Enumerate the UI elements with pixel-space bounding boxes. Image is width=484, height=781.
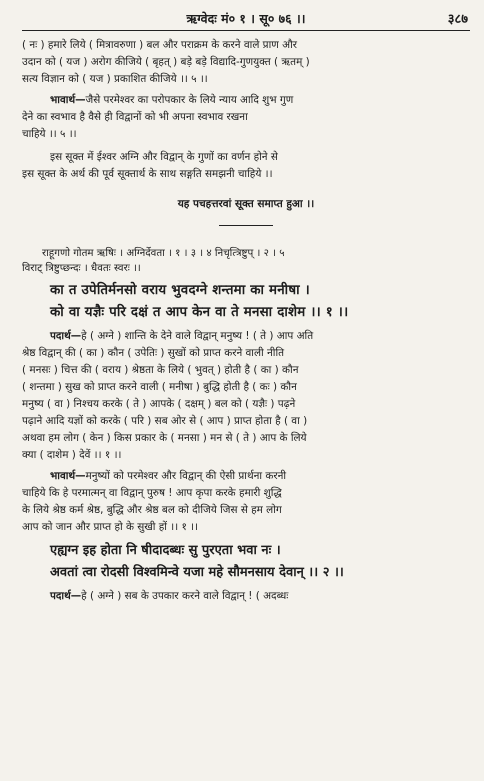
text-line: पढ़ाने आदि यज्ञों को करके ( परि ) सब ओर से ( आप ) प्राप्त होता है ( वा ) [22,415,308,427]
text-line [22,328,470,345]
text-line: इस सूक्त में ईश्वर अग्नि और विद्वान् के गुणों का वर्णन होने से [50,151,278,163]
mantra-2 [22,540,470,584]
text-line: इस सूक्त के अर्थ की पूर्व सूक्तार्थ के साथ सङ्गति समझनी चाहिये ।। [22,168,273,180]
mantra-line: को वा यज्ञैः परि दक्षं त आप केन वा ते मनसा दाशेम ।। १ ।। [50,305,349,320]
text-line: क्या ( दाशेम ) देवें ।। १ ।। [22,449,122,461]
text-line: ( नः ) हमारे लिये ( मित्रावरुणा ) बल और पराक्रम के करने वाले प्राण और [22,39,297,51]
text-line: चाहिये कि हे परमात्मन् वा विद्वान् पुरुष ! आप कृपा करके हमारी शुद्धि [22,487,282,499]
sukta-metadata [22,246,470,276]
intro-paragraph [22,37,470,88]
meta-line: विराट् त्रिष्टुप्छन्दः । धैवतः स्वरः ।। [22,263,141,274]
text-line: सत्य विज्ञान को ( यज ) प्रकाशित कीजिये ।। ५ ।। [22,73,208,85]
text-line: श्रेष्ठ विद्वान् की ( का ) कौन ( उपेतिः ) सुखों को प्राप्त करने वाली नीति [22,347,285,359]
bhavarth-label: भावार्थ— [50,94,86,106]
section-divider [219,225,273,226]
text-line [22,468,470,485]
page-header [22,8,470,31]
mantra-line: एह्यग्न इह होता नि षीदादब्धः सु पुरएता भवा नः । [50,543,281,558]
text-span: हे ( अग्ने ) सब के उपकार करने वाले विद्वान् ! ( अदब्धः [81,590,289,602]
text-line: आप को जान और प्राप्त हो के सुखी हों ।। १ ।। [22,521,199,533]
page-number: ३८७ [447,12,468,27]
text-line: उदान को ( यज ) अरोग कीजिये ( बृहत् ) बड़े बड़े विद्यादि-गुणयुक्त ( ऋतम् ) [22,56,310,68]
mantra-1 [22,280,470,324]
text-line: ( शन्तमा ) सुख को प्राप्त करने वाली ( मनीषा ) बुद्धि होती है ( कः ) कौन [22,381,297,393]
mantra-line: अवतां त्वा रोदसी विश्वमिन्वे यजा महे सौमनसाय देवान् ।। २ ।। [50,565,344,580]
mantra-line: का त उपेतिर्मनसो वराय भुवदग्ने शन्तमा का मनीषा । [50,283,310,298]
meta-line: राहूगणो गोतम ऋषिः । अग्निर्देवता । १ । ३ । ४ निचृत्त्रिष्टुप् । २ । ५ [42,248,285,259]
text-line: के लिये श्रेष्ठ कर्म श्रेष्ठ, बुद्धि और श्रेष्ठ बल को दीजिये जिस से हम लोग [22,504,282,516]
text-line [22,588,470,605]
text-line: ( मनसः ) चित्त की ( वराय ) श्रेष्ठता के लिये ( भुवत् ) होती है ( का ) कौन [22,364,299,376]
padarth-label: पदार्थ— [50,590,82,602]
running-head: ऋग्वेदः मं० १ । सू० ७६ ।। [186,11,306,26]
text-line: देने का स्वभाव है वैसे ही विद्वानों को भी अपना स्वभाव रखना [22,111,248,123]
text-span: जैसे परमेश्वर का परोपकार के लिये न्याय आदि शुभ गुण [85,94,294,106]
sukta-completion-note: यह पचहत्तरवां सूक्त समाप्त हुआ ।। [177,198,315,210]
bhavarth-paragraph-1 [22,92,470,143]
padarth-paragraph-2 [22,588,470,605]
bhavarth-paragraph-2 [22,468,470,536]
text-line [22,92,470,109]
text-span: हे ( अग्ने ) शान्ति के देने वाले विद्वान् मनुष्य ! ( ते ) आप अति [81,330,314,342]
text-span: मनुष्यों को परमेश्वर और विद्वान् की ऐसी प्रार्थना करनी [85,470,287,482]
text-line: मनुष्य ( वा ) निश्चय करके ( ते ) आपके ( दक्षम् ) बल को ( यज्ञैः ) पढ़ने [22,398,296,410]
bhavarth-label: भावार्थ— [50,470,86,482]
padarth-label: पदार्थ— [50,330,82,342]
padarth-paragraph-1 [22,328,470,464]
text-line: चाहिये ।। ५ ।। [22,128,77,140]
sukta-summary [22,149,470,183]
text-line: अथवा हम लोग ( केन ) किस प्रकार के ( मनसा ) मन से ( ते ) आप के लिये [22,432,307,444]
